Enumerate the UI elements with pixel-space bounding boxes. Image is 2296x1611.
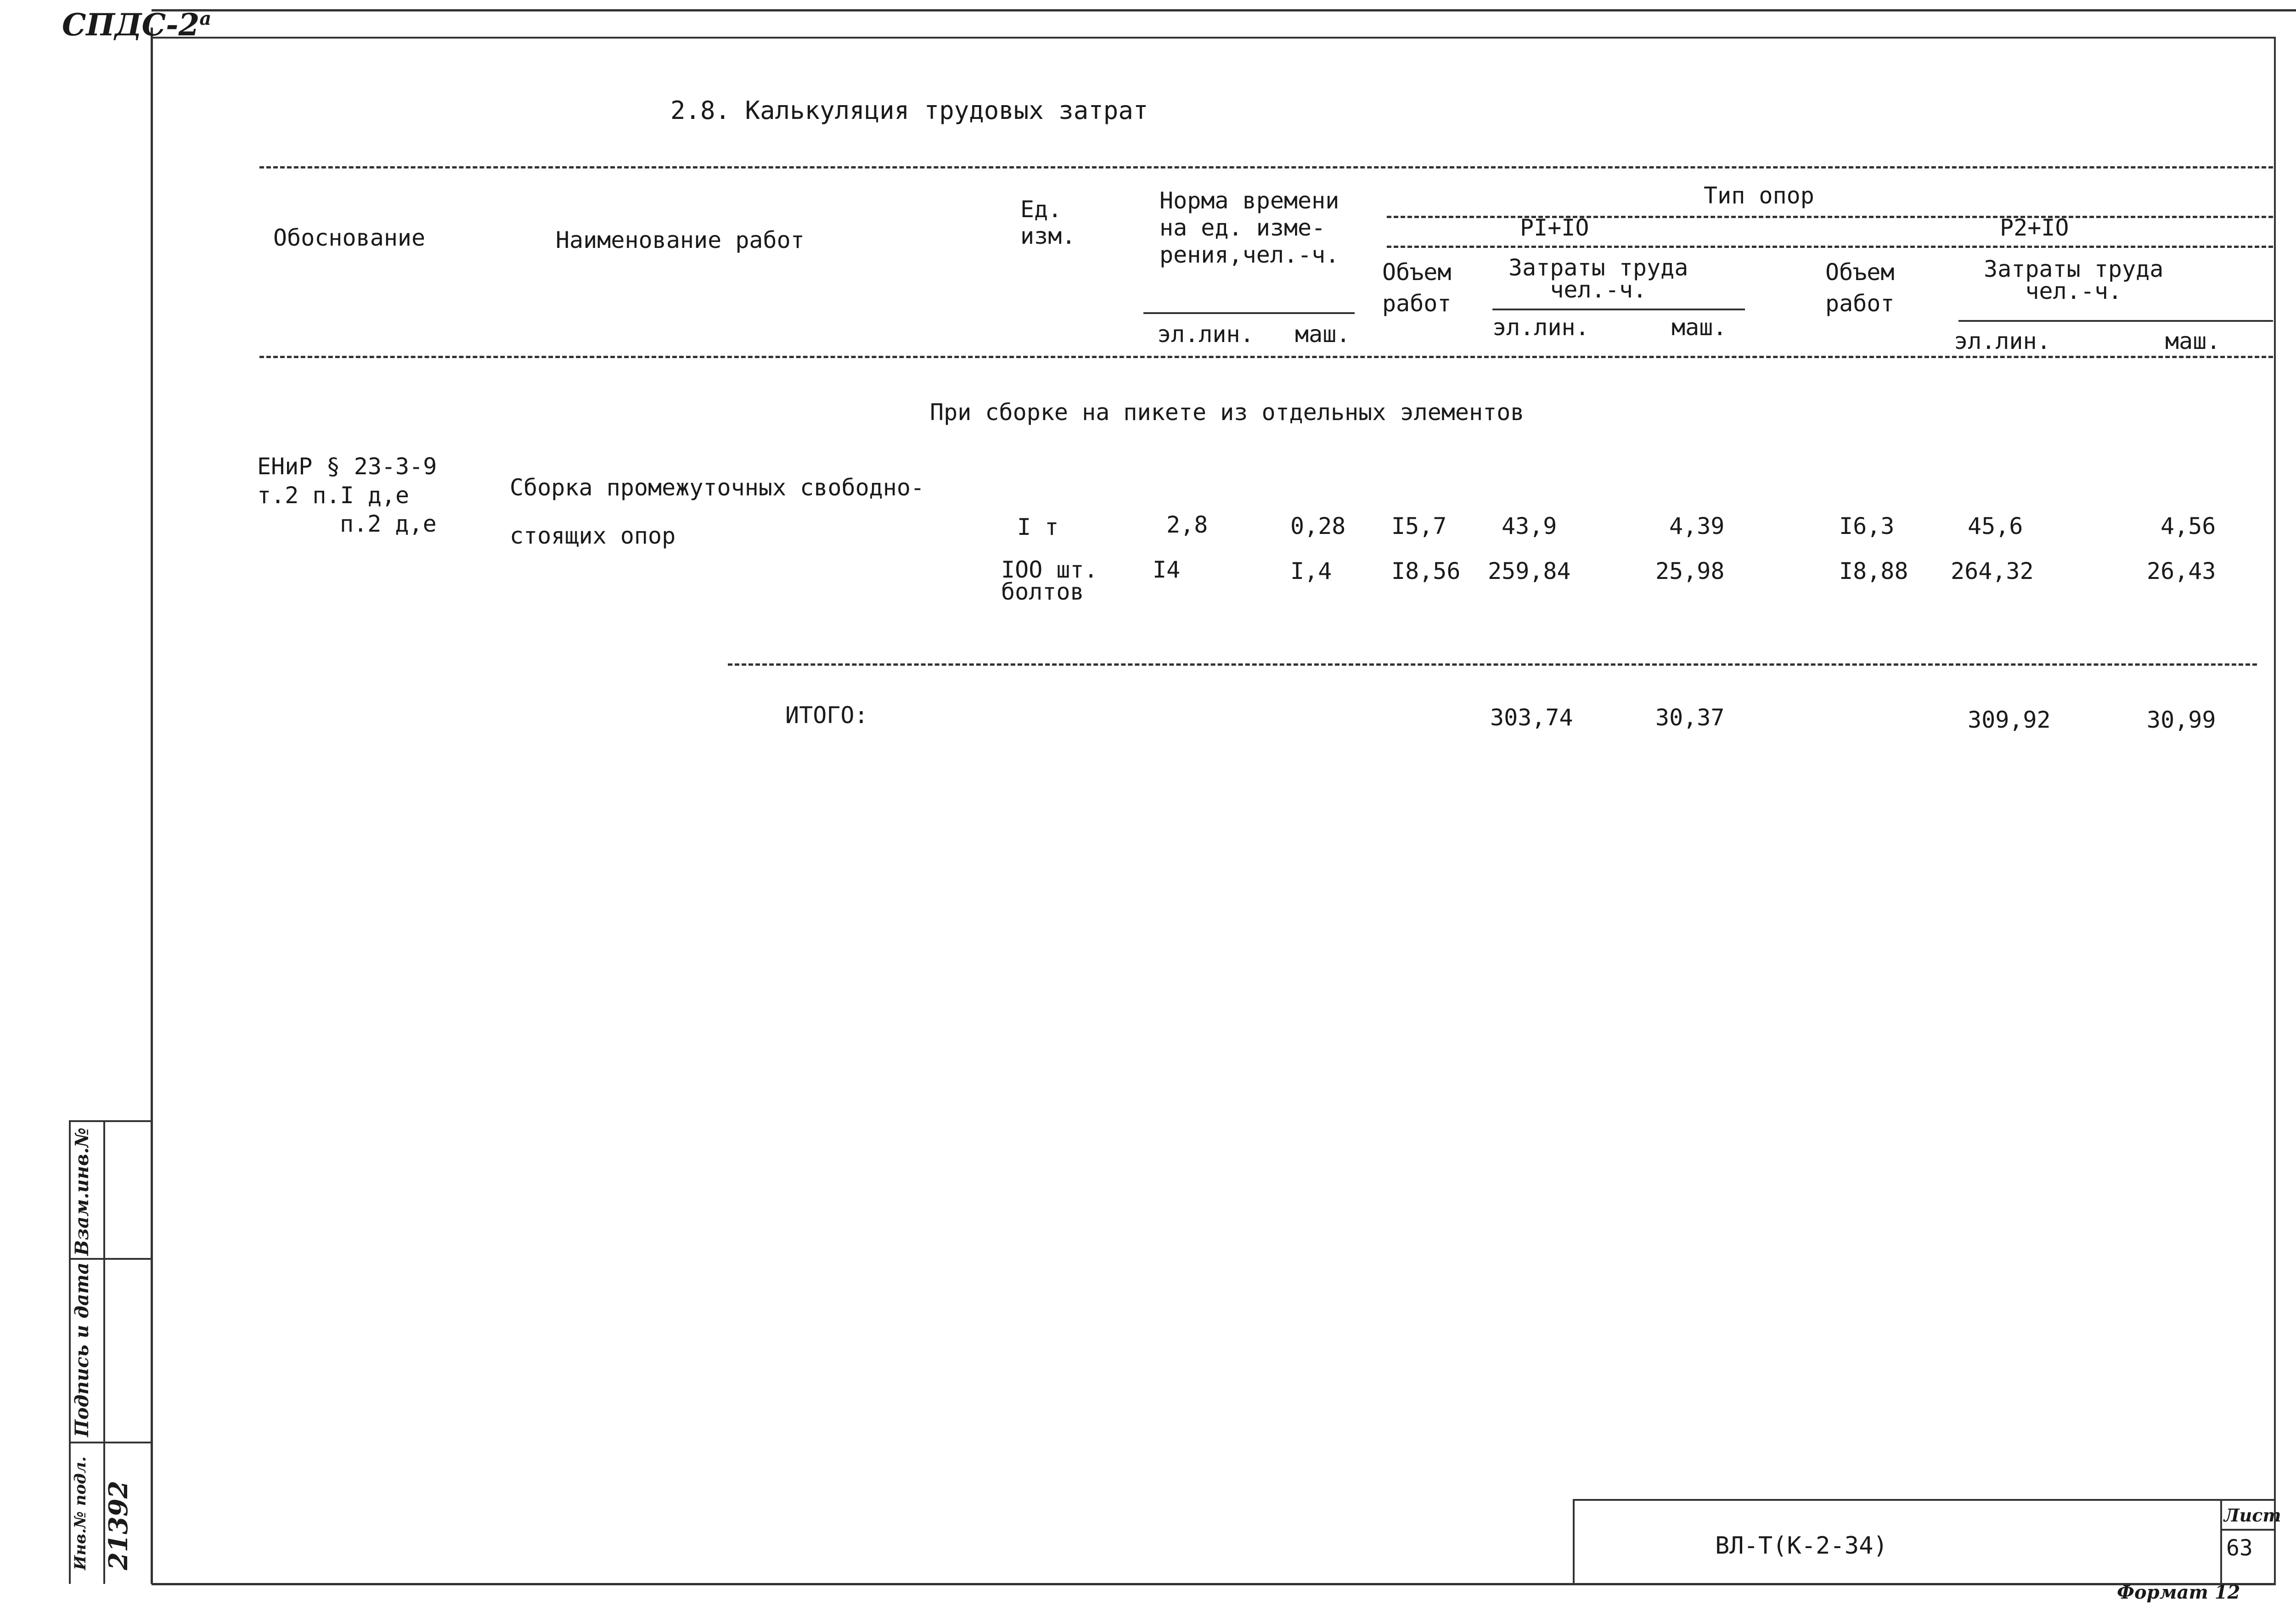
row1-work-line-2: стоящих опор: [510, 522, 676, 549]
stamp-div-1: [69, 1258, 152, 1260]
row1-g2-el: 45,6: [1968, 513, 2023, 539]
row1-work: [510, 464, 924, 560]
row1-basis-line-1: ЕНиР § 23-3-9: [257, 453, 437, 480]
sheet-label: Лист: [2224, 1505, 2281, 1526]
row1-g1-mash: 4,39: [1669, 513, 1725, 539]
group2-labor-line-1: Затраты труда: [1984, 256, 2164, 282]
row1-g1-el: 43,9: [1502, 513, 1557, 539]
group1-volume-line-2: работ: [1382, 290, 1452, 317]
group1-labor-header: [1508, 254, 1688, 303]
group1-volume-line-1: Объем: [1382, 259, 1452, 286]
group1-sub-mash: маш.: [1671, 314, 1727, 341]
titleblock-sheet-sep: [2220, 1499, 2222, 1583]
row2-unit-line-1: IOO шт.: [1001, 556, 1098, 583]
col-unit-line-1: Ед.: [1020, 196, 1062, 223]
col-unit-line-2: изм.: [1020, 222, 1076, 249]
total-g1-mash: 30,37: [1655, 704, 1725, 731]
group2-volume-line-1: Объем: [1825, 259, 1895, 286]
row2-norm-el: I4: [1153, 556, 1181, 583]
row1-g1-volume: I5,7: [1391, 513, 1447, 539]
stamp-inv-label: Инв.№ подл.: [71, 1456, 90, 1570]
frame-right: [2274, 37, 2276, 1584]
col-norm-sub-el: эл.лин.: [1157, 321, 1254, 348]
format-label: Формат 12: [2117, 1582, 2240, 1603]
row2-g2-volume: I8,88: [1839, 558, 1908, 584]
col-work-name-header: Наименование работ: [556, 227, 805, 253]
g1-labor-rule: [1492, 309, 1745, 310]
header-top-rule: [259, 166, 2273, 168]
col-norm-line-3: рения,чел.-ч.: [1159, 241, 1339, 268]
row2-g2-el: 264,32: [1951, 558, 2034, 584]
stamp-top-line: [69, 1120, 152, 1122]
total-g2-mash: 30,99: [2147, 707, 2216, 733]
group1-volume-header: [1382, 257, 1452, 319]
group2-volume-header: [1825, 257, 1895, 319]
stamp-replace-label: Взам.инв.№: [71, 1127, 93, 1256]
group1-labor-line-1: Затраты труда: [1508, 254, 1688, 281]
col-norm-header: [1159, 187, 1339, 269]
row2-norm-mash: I,4: [1290, 558, 1332, 584]
header-bottom-rule: [259, 356, 2273, 358]
col-norm-line-1: Норма времени: [1159, 187, 1339, 214]
group-name-rule: [1387, 246, 2273, 248]
row1-g2-volume: I6,3: [1839, 513, 1895, 539]
row1-work-line-1: Сборка промежуточных свободно-: [510, 474, 925, 501]
row2-g1-volume: I8,56: [1391, 558, 1461, 584]
titleblock-top: [1573, 1499, 2275, 1501]
group2-volume-line-2: работ: [1825, 290, 1895, 317]
total-label: ИТОГО:: [785, 702, 868, 729]
sheet-number: 63: [2226, 1535, 2253, 1561]
frame-left: [151, 28, 153, 1584]
stamp-div-2: [69, 1442, 152, 1443]
row2-unit: [1001, 556, 1098, 605]
row2-unit-line-2: болтов: [1001, 578, 1084, 605]
row1-norm-mash: 0,28: [1290, 513, 1346, 539]
group2-labor-header: [1984, 258, 2163, 302]
total-rule: [728, 663, 2257, 666]
subheading: При сборке на пикете из отдельных элементов: [930, 399, 1525, 426]
support-type-header: Тип опор: [1704, 182, 1814, 209]
row2-g1-el: 259,84: [1488, 558, 1571, 584]
row1-basis-line-2: т.2 п.I д,е: [257, 482, 410, 509]
col-unit-header: [1020, 196, 1075, 249]
row2-g1-mash: 25,98: [1655, 558, 1725, 584]
top-border: [152, 9, 2296, 11]
corner-mark: а: [199, 8, 212, 29]
stamp-inv-number: 21392: [103, 1481, 134, 1570]
col-norm-line-2: на ед. изме-: [1159, 214, 1326, 241]
g2-labor-rule: [1958, 320, 2273, 322]
stamp-left-line: [69, 1120, 71, 1584]
series-mark-text: СПДС-2: [62, 7, 200, 43]
norm-sub-rule: [1143, 312, 1355, 314]
total-g2-el: 309,92: [1968, 707, 2051, 733]
series-mark: [62, 7, 211, 43]
group2-sub-el: эл.лин.: [1954, 328, 2051, 354]
row1-g2-mash: 4,56: [2161, 513, 2216, 539]
group2-labor-line-2: чел.-ч.: [2025, 277, 2122, 304]
section-title: 2.8. Калькуляция трудовых затрат: [670, 96, 1148, 125]
group1-labor-line-2: чел.-ч.: [1550, 276, 1647, 303]
row2-g2-mash: 26,43: [2147, 558, 2216, 584]
row1-basis: [257, 452, 437, 539]
titleblock-left: [1573, 1499, 1575, 1583]
frame-top: [152, 37, 2275, 39]
group1-name: PI+IO: [1520, 214, 1589, 241]
frame-bottom: [152, 1583, 2276, 1585]
row1-unit: I т: [1017, 514, 1059, 540]
group2-sub-mash: маш.: [2165, 328, 2221, 354]
doc-code: ВЛ-Т(К-2-34): [1715, 1532, 1888, 1560]
row1-norm-el: 2,8: [1166, 511, 1208, 538]
col-norm-sub-mash: маш.: [1295, 321, 1351, 348]
total-g1-el: 303,74: [1490, 704, 1573, 731]
col-basis-header: Обоснование: [273, 225, 426, 251]
stamp-sign-label: Подпись и дата: [71, 1262, 93, 1437]
titleblock-sheet-div: [2220, 1529, 2275, 1531]
group2-name: P2+IO: [2000, 214, 2069, 241]
group1-sub-el: эл.лин.: [1492, 314, 1589, 341]
row1-basis-line-3: п.2 д,е: [340, 511, 437, 537]
